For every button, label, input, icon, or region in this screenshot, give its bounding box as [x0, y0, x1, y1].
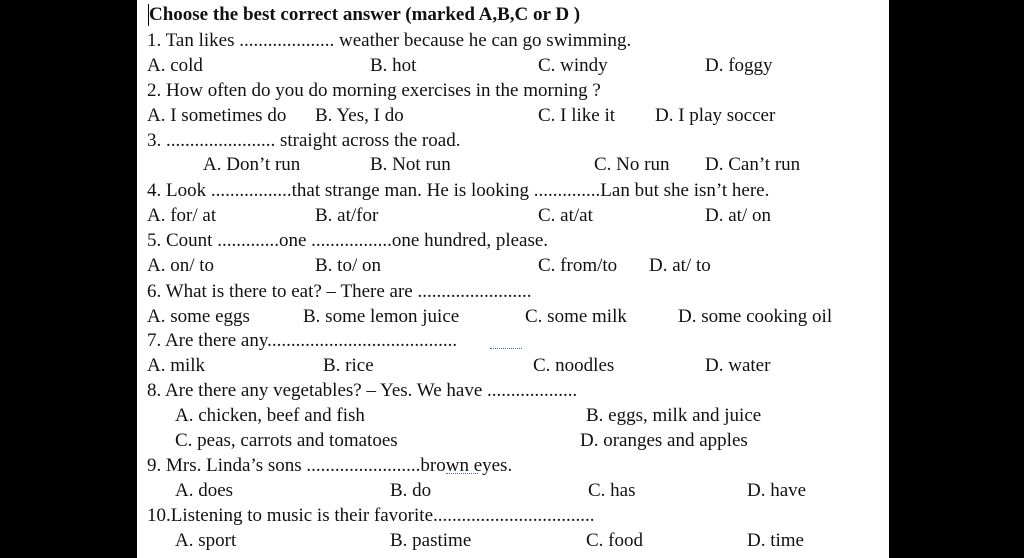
option-4c: C. at/at: [538, 205, 593, 226]
option-3d: D. Can’t run: [705, 154, 801, 175]
option-4b: B. at/for: [315, 205, 379, 226]
option-4a: A. for/ at: [147, 205, 217, 226]
grammar-check-marker: [446, 467, 478, 474]
option-1a: A. cold: [147, 55, 203, 76]
question-2: 2. How often do you do morning exercises in the morning ?: [147, 80, 601, 101]
option-8c: C. peas, carrots and tomatoes: [175, 430, 398, 451]
option-7a: A. milk: [147, 355, 206, 376]
option-9b: B. do: [390, 480, 432, 501]
question-6: 6. What is there to eat? – There are ........................: [147, 281, 532, 302]
option-2b: B. Yes, I do: [315, 105, 404, 126]
option-3c: C. No run: [594, 154, 670, 175]
question-5: 5. Count .............one .................one hundred, please.: [147, 230, 549, 251]
question-1: 1. Tan likes .................... weather because he can go swimming.: [147, 30, 632, 51]
question-3: 3. ....................... straight across the road.: [147, 130, 461, 151]
option-9c: C. has: [588, 480, 636, 501]
option-3b: B. Not run: [370, 154, 451, 175]
question-10: 10.Listening to music is their favorite..................................: [147, 505, 595, 526]
option-1d: D. foggy: [705, 55, 773, 76]
option-7d: D. water: [705, 355, 771, 376]
option-10c: C. food: [586, 530, 643, 551]
option-2c: C. I like it: [538, 105, 616, 126]
option-6c: C. some milk: [525, 306, 627, 327]
option-4d: D. at/ on: [705, 205, 771, 226]
option-2a: A. I sometimes do: [147, 105, 287, 126]
option-3a: A. Don’t run: [203, 154, 301, 175]
option-5b: B. to/ on: [315, 255, 381, 276]
option-7b: B. rice: [323, 355, 374, 376]
question-8: 8. Are there any vegetables? – Yes. We have ...................: [147, 380, 578, 401]
option-5a: A. on/ to: [147, 255, 215, 276]
option-9a: A. does: [175, 480, 234, 501]
page-title: Choose the best correct answer (marked A,B,C or D ): [149, 4, 581, 25]
question-7: 7. Are there any........................................: [147, 330, 458, 351]
option-10b: B. pastime: [390, 530, 472, 551]
option-8b: B. eggs, milk and juice: [586, 405, 762, 426]
option-8a: A. chicken, beef and fish: [175, 405, 365, 426]
option-2d: D. I play soccer: [655, 105, 776, 126]
option-1b: B. hot: [370, 55, 417, 76]
document-page: [137, 0, 889, 558]
option-8d: D. oranges and apples: [580, 430, 748, 451]
option-7c: C. noodles: [533, 355, 615, 376]
option-6b: B. some lemon juice: [303, 306, 460, 327]
option-6a: A. some eggs: [147, 306, 250, 327]
option-1c: C. windy: [538, 55, 608, 76]
option-10d: D. time: [747, 530, 804, 551]
option-6d: D. some cooking oil: [678, 306, 833, 327]
option-5d: D. at/ to: [649, 255, 711, 276]
question-4: 4. Look .................that strange man. He is looking ..............Lan but she isn’t here.: [147, 180, 770, 201]
question-9: 9. Mrs. Linda’s sons ........................brown eyes.: [147, 455, 513, 476]
option-10a: A. sport: [175, 530, 237, 551]
option-5c: C. from/to: [538, 255, 618, 276]
option-9d: D. have: [747, 480, 807, 501]
grammar-check-marker: [490, 342, 522, 349]
